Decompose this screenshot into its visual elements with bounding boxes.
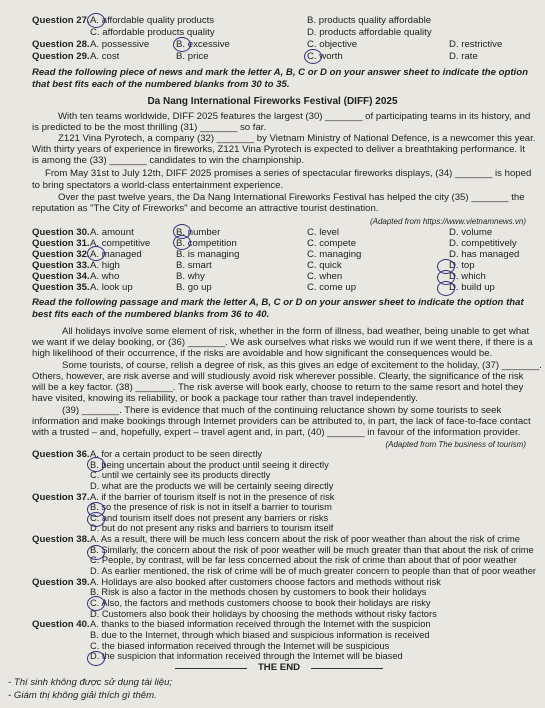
q29-b: B. price xyxy=(176,51,209,62)
q27-a: A. affordable quality products xyxy=(90,15,215,26)
footer-note-1: - Thí sinh không được sử dụng tài liệu; xyxy=(8,677,173,688)
question-label: Question 36. xyxy=(32,449,90,460)
option-b: B. smart xyxy=(176,260,212,271)
option-d: D. has managed xyxy=(449,249,520,260)
option-c: C. People, by contrast, will be far less concerned about the risk of crime than about that of poor weather xyxy=(90,555,517,566)
passage-line: All holidays involve some element of risk, whether in the form of illness, bad weather, being unable to get what xyxy=(62,326,530,337)
question-label: Question 30. xyxy=(32,227,90,238)
q27-label: Question 27. xyxy=(32,15,90,26)
question-label: Question 31. xyxy=(32,238,90,249)
instruction-36-40-line1: Read the following passage and mark the letter A, B, C or D on your answer sheet to indicate the option that xyxy=(32,297,524,308)
q28-c: C. objective xyxy=(307,39,358,50)
q29-d: D. rate xyxy=(449,51,478,62)
option-d: D. what are the products we will be certainly seeing directly xyxy=(90,480,334,491)
answer-circle xyxy=(87,13,105,28)
option-a: A. look up xyxy=(90,282,133,293)
news-line: From May 31st to July 12th, DIFF 2025 promises a series of spectacular fireworks displays, (34) _______ is hoped xyxy=(45,168,532,179)
option-c: C. quick xyxy=(307,260,342,271)
option-b: B. go up xyxy=(176,282,212,293)
passage-source: (Adapted from The business of tourism) xyxy=(385,440,526,449)
passage-line: Others, however, are risk averse and will studiously avoid risk wherever possible. Clearly, the significance of the risk xyxy=(32,371,524,382)
news-line: to bring spectators a world-class entertainment experience. xyxy=(32,180,284,191)
end-rule-right xyxy=(311,668,383,669)
option-a: A. who xyxy=(90,271,120,282)
answer-circle xyxy=(87,512,105,527)
answer-circle xyxy=(87,545,105,560)
option-d: D. As earlier mentioned, the risk of crime will be of much greater concern to people than that of poor weather xyxy=(90,566,536,576)
news-line: is predicted to be the most thrilling (31) _______ so far. xyxy=(32,122,267,133)
passage-line: high likelihood of their occurrence, if the risks are avoidable and how significant the consequences would be. xyxy=(32,348,493,359)
option-a: A. thanks to the biased information received through the Internet with the suspicion xyxy=(90,619,431,630)
q28-d: D. restrictive xyxy=(449,39,503,50)
news-line: reputation as "The City of Fireworks" and become an attractive tourist destination. xyxy=(32,203,379,214)
news-line: is among the (33) _______ candidates to win the championship. xyxy=(32,155,304,166)
option-b: B. so the presence of risk is not in itself a barrier to tourism xyxy=(90,502,332,513)
answer-circle xyxy=(87,651,105,666)
news-line: With ten teams worldwide, DIFF 2025 features the largest (30) _______ of participating teams in its history, and xyxy=(58,111,531,122)
option-a: A. managed xyxy=(90,249,142,260)
option-b: B. competition xyxy=(176,238,237,249)
option-c: C. Also, the factors and methods customers choose to book their holidays are risky xyxy=(90,598,431,608)
q29-a: A. cost xyxy=(90,51,120,62)
option-c: C. and tourism itself does not present any barriers or risks xyxy=(90,512,329,523)
option-c: C. until we certainly see its products directly xyxy=(90,470,271,481)
option-b: B. is managing xyxy=(176,249,240,260)
option-c: C. level xyxy=(307,227,339,238)
instruction-36-40-line2: best fits each of the numbered blanks from 36 to 40. xyxy=(32,309,270,320)
option-c: C. come up xyxy=(307,282,357,293)
news-line: With thirty years of experience in fireworks, Z121 Vina Pyrotech is expected to deliver a breathtaking performance. It xyxy=(32,144,526,155)
question-label: Question 37. xyxy=(32,491,90,503)
answer-circle xyxy=(87,596,105,611)
option-a: A. competitive xyxy=(90,238,151,249)
passage-line: will be a key factor. (38) _______. The risk averse will book early, choose to return to the same resort and hotel they xyxy=(32,382,524,393)
q27-d: D. products affordable quality xyxy=(307,27,432,38)
news-line: Over the past twelve years, the Da Nang International Fireworks Festival has helped the city (35) _______ the xyxy=(58,192,525,203)
option-a: A. high xyxy=(90,260,120,271)
option-c: C. the biased information received through the Internet will be suspicious xyxy=(90,640,390,651)
q28-b: B. excessive xyxy=(176,39,230,50)
option-d: D. top xyxy=(449,260,475,271)
option-d: D. competitively xyxy=(449,238,517,249)
option-a: A. As a result, there will be much less concern about the risk of poor weather than about the risk of crime xyxy=(90,534,520,545)
question-label: Question 40. xyxy=(32,619,90,631)
option-d: D. which xyxy=(449,271,486,282)
question-label: Question 34. xyxy=(32,271,90,282)
question-label: Question 32. xyxy=(32,249,90,260)
option-a: A. if the barrier of tourism itself is not in the presence of risk xyxy=(90,491,335,502)
passage-line: we want if we delay booking, or (36) _______. We ask ourselves what risks we would run if we went there, if there is a xyxy=(32,337,533,348)
option-d: D. build up xyxy=(449,282,495,293)
option-d: D. but do not present any risks and barriers to tourism itself xyxy=(90,523,334,534)
passage-line: with a trusted – and, hopefully, expert – travel agent and, in part, (40) _______ in favour of the information provider. xyxy=(32,427,521,438)
option-b: B. Risk is also a factor in the methods chosen by customers to book their holidays xyxy=(90,587,427,598)
question-label: Question 38. xyxy=(32,534,90,546)
passage-line: (39) _______. There is evidence that much of the continuing reluctance shown by some tourists to seek xyxy=(62,405,502,416)
footer-note-2: - Giám thị không giải thích gì thêm. xyxy=(8,690,157,701)
instruction-30-35-line2: that best fits each of the numbered blanks from 30 to 35. xyxy=(32,79,290,90)
option-d: D. volume xyxy=(449,227,493,238)
passage-line: have visited, knowing its reliability, or book a package tour rather than travel independently. xyxy=(32,393,418,404)
option-b: B. due to the Internet, through which biased and suspicious information is received xyxy=(90,630,430,640)
passage-line: Some tourists, of course, relish a degree of risk, as this gives an edge of excitement to the holiday, (37) _______. xyxy=(62,360,542,371)
answer-circle xyxy=(304,49,322,64)
news-line: Z121 Vina Pyrotech, a company (32) _______ by Vietnam Ministry of National Defence, is a newcomer this year. xyxy=(58,133,536,144)
end-mark: THE END xyxy=(257,662,301,673)
answer-circle xyxy=(87,246,105,261)
option-c: C. compete xyxy=(307,238,357,249)
option-c: C. when xyxy=(307,271,343,282)
answer-circle xyxy=(437,281,455,296)
question-label: Question 39. xyxy=(32,576,90,588)
option-b: B. number xyxy=(176,227,221,238)
news-title: Da Nang International Fireworks Festival (DIFF) 2025 xyxy=(147,96,398,107)
option-d: D. Customers also book their holidays by choosing the methods without risky factors xyxy=(90,608,437,619)
question-label: Question 35. xyxy=(32,282,90,293)
answer-circle xyxy=(87,457,105,472)
q27-c: C. affordable products quality xyxy=(90,27,215,38)
option-c: C. managing xyxy=(307,249,362,260)
answer-circle xyxy=(173,235,191,250)
option-a: A. amount xyxy=(90,227,134,238)
option-d: D. the suspicion that information received through the Internet will be biased xyxy=(90,651,403,662)
q29-c: C. worth xyxy=(307,51,343,62)
q29-label: Question 29. xyxy=(32,51,90,62)
answer-circle xyxy=(173,37,191,52)
q28-label: Question 28. xyxy=(32,39,90,50)
question-label: Question 33. xyxy=(32,260,90,271)
instruction-30-35-line1: Read the following piece of news and mark the letter A, B, C or D on your answer sheet to indicate the option xyxy=(32,67,528,78)
passage-line: information and make bookings through Internet providers can be attributed to, in part, the lack of face-to-face contact xyxy=(32,416,531,427)
q28-a: A. possessive xyxy=(90,39,150,50)
option-b: B. Similarly, the concern about the risk of poor weather will be much greater than that about the risk of crime xyxy=(90,544,534,555)
news-source: (Adapted from https://www.vietnamnews.vn) xyxy=(369,217,526,226)
q27-b: B. products quality affordable xyxy=(307,15,432,26)
option-b: B. why xyxy=(176,271,205,282)
option-a: A. for a certain product to be seen directly xyxy=(90,449,263,459)
option-a: A. Holidays are also booked after customers choose factors and methods without risk xyxy=(90,576,441,587)
option-b: B. being uncertain about the product until seeing it directly xyxy=(90,459,329,470)
end-rule-left xyxy=(175,668,247,669)
